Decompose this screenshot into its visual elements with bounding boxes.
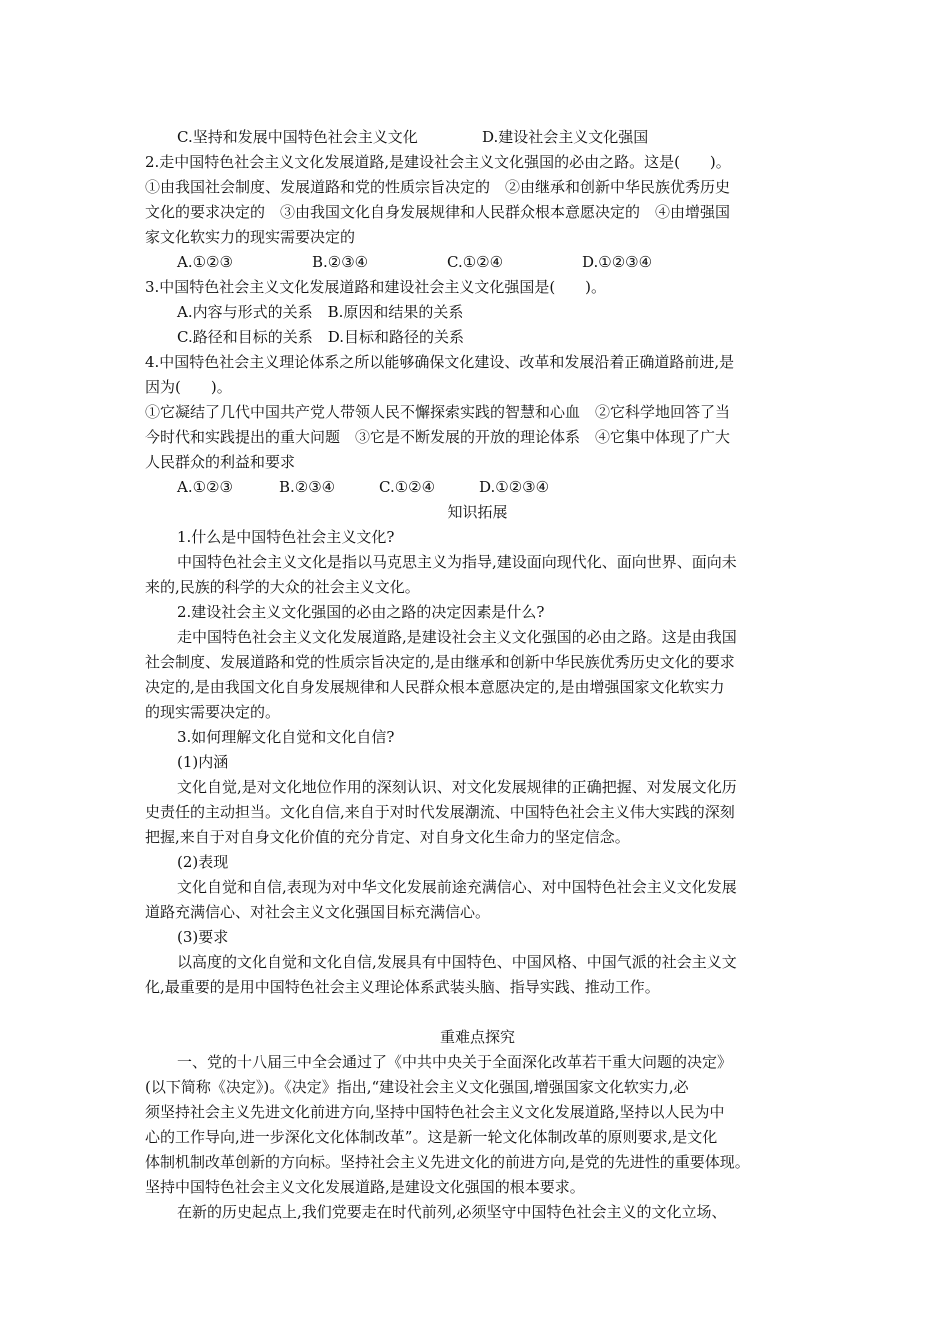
ext-subheading-requirement: (3)要求 <box>177 928 229 946</box>
q4-statement-line: 今时代和实践提出的重大问题 ③它是不断发展的开放的理论体系 ④它集中体现了广大 <box>145 428 731 446</box>
q4-statement-line: ①它凝结了几代中国共产党人带领人民不懈探索实践的智慧和心血 ②它科学地回答了当 <box>145 403 731 421</box>
ext-answer-line: 的现实需要决定的。 <box>145 703 281 721</box>
key-paragraph-line: 一、党的十八届三中全会通过了《中共中央关于全面深化改革若干重大问题的决定》 <box>177 1053 733 1071</box>
key-paragraph-line: 心的工作导向,进一步深化文化体制改革”。这是新一轮文化体制改革的原则要求,是文化 <box>145 1128 718 1146</box>
key-paragraph-line: 须坚持社会主义先进文化前进方向,坚持中国特色社会主义文化发展道路,坚持以人民为中 <box>145 1103 725 1121</box>
q2-options <box>145 250 810 275</box>
ext-answer-line: 来的,民族的科学的大众的社会主义文化。 <box>145 578 420 596</box>
ext-answer-line: 走中国特色社会主义文化发展道路,是建设社会主义文化强国的必由之路。这是由我国 <box>177 628 737 646</box>
key-paragraph-line: 体制机制改革创新的方向标。坚持社会主义先进文化的前进方向,是党的先进性的重要体现。 <box>145 1153 750 1171</box>
q1-option-c: C.坚持和发展中国特色社会主义文化 <box>177 128 418 146</box>
ext-question-1: 1.什么是中国特色社会主义文化? <box>177 528 395 546</box>
ext-subheading-manifestation: (2)表现 <box>177 853 229 871</box>
document-page <box>145 125 810 1225</box>
q2-stem: 2.走中国特色社会主义文化发展道路,是建设社会主义文化强国的必由之路。这是( )。 <box>145 153 731 171</box>
ext-question-3: 3.如何理解文化自觉和文化自信? <box>177 728 395 746</box>
ext-answer-line: 文化自觉和自信,表现为对中华文化发展前途充满信心、对中国特色社会主义文化发展 <box>177 878 737 896</box>
q2-statement-line: 文化的要求决定的 ③由我国文化自身发展规律和人民群众根本意愿决定的 ④由增强国 <box>145 203 731 221</box>
q4-stem: 4.中国特色社会主义理论体系之所以能够确保文化建设、改革和发展沿着正确道路前进,是 <box>145 353 735 371</box>
key-paragraph-line: 在新的历史起点上,我们党要走在时代前列,必须坚守中国特色社会主义的文化立场、 <box>177 1203 727 1221</box>
ext-answer-line: 社会制度、发展道路和党的性质宗旨决定的,是由继承和创新中华民族优秀历史文化的要求 <box>145 653 735 671</box>
q4-stem: 因为( )。 <box>145 378 232 396</box>
q4-option-d: D.①②③④ <box>479 478 550 496</box>
q2-statement-line: ①由我国社会制度、发展道路和党的性质宗旨决定的 ②由继承和创新中华民族优秀历史 <box>145 178 731 196</box>
ext-answer-line: 把握,来自于对自身文化价值的充分肯定、对自身文化生命力的坚定信念。 <box>145 828 630 846</box>
q4-option-b: B.②③④ <box>279 478 336 496</box>
q2-statement-line: 家文化软实力的现实需要决定的 <box>145 228 356 246</box>
q2-option-d: D.①②③④ <box>582 253 653 271</box>
ext-answer-line: 文化自觉,是对文化地位作用的深刻认识、对文化发展规律的正确把握、对发展文化历 <box>177 778 737 796</box>
q3-stem: 3.中国特色社会主义文化发展道路和建设社会主义文化强国是( )。 <box>145 278 607 296</box>
ext-subheading-connotation: (1)内涵 <box>177 753 229 771</box>
q1-options-cd <box>145 125 810 150</box>
ext-answer-line: 中国特色社会主义文化是指以马克思主义为指导,建设面向现代化、面向世界、面向未 <box>177 553 737 571</box>
ext-answer-line: 以高度的文化自觉和文化自信,发展具有中国特色、中国风格、中国气派的社会主义文 <box>177 953 737 971</box>
spacer <box>145 1000 810 1025</box>
ext-answer-line: 化,最重要的是用中国特色社会主义理论体系武装头脑、指导实践、推动工作。 <box>145 978 660 996</box>
section-heading-key-points: 重难点探究 <box>439 1028 515 1046</box>
q4-options <box>145 475 810 500</box>
q4-option-a: A.①②③ <box>177 478 233 496</box>
q1-option-d: D.建设社会主义文化强国 <box>482 128 649 146</box>
key-paragraph-line: (以下简称《决定》)。《决定》指出,“建设社会主义文化强国,增强国家文化软实力,必 <box>145 1078 689 1096</box>
ext-question-2: 2.建设社会主义文化强国的必由之路的决定因素是什么? <box>177 603 545 621</box>
key-paragraph-line: 坚持中国特色社会主义文化发展道路,是建设文化强国的根本要求。 <box>145 1178 585 1196</box>
q2-option-c: C.①②④ <box>447 253 504 271</box>
ext-answer-line: 决定的,是由我国文化自身发展规律和人民群众根本意愿决定的,是由增强国家文化软实力 <box>145 678 725 696</box>
q4-option-c: C.①②④ <box>379 478 436 496</box>
q2-option-b: B.②③④ <box>312 253 369 271</box>
q3-options-ab: A.内容与形式的关系 B.原因和结果的关系 <box>177 303 464 321</box>
q2-option-a: A.①②③ <box>177 253 233 271</box>
q3-options-cd: C.路径和目标的关系 D.目标和路径的关系 <box>177 328 464 346</box>
q4-statement-line: 人民群众的利益和要求 <box>145 453 296 471</box>
section-heading-extension: 知识拓展 <box>447 503 508 521</box>
ext-answer-line: 史责任的主动担当。文化自信,来自于对时代发展潮流、中国特色社会主义伟大实践的深刻 <box>145 803 735 821</box>
ext-answer-line: 道路充满信心、对社会主义文化强国目标充满信心。 <box>145 903 491 921</box>
